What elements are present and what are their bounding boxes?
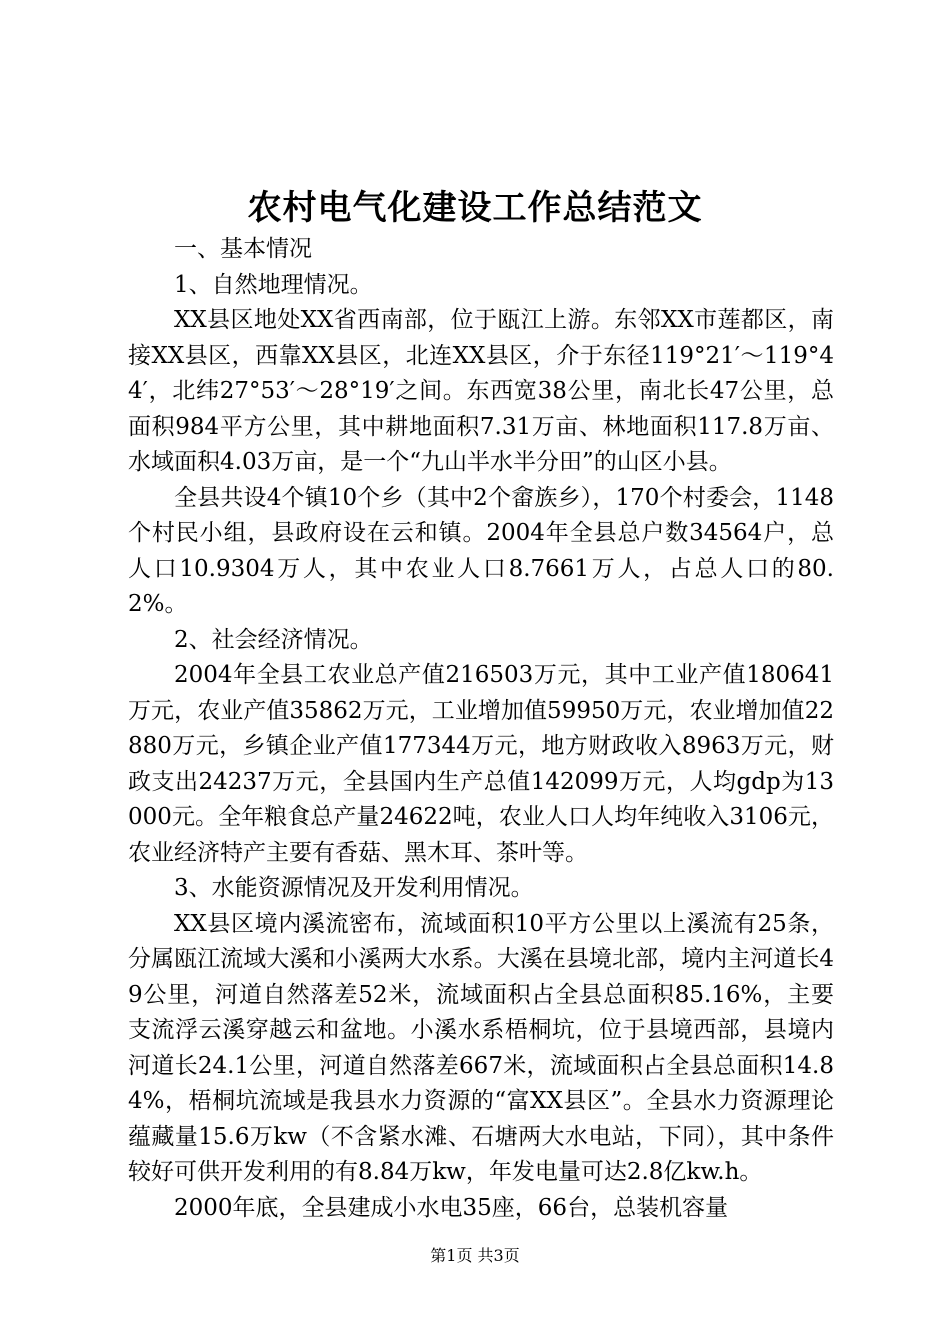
subsection-heading-geography: 1、自然地理情况。 — [174, 271, 373, 298]
paragraph-hydropower: XX县区境内溪流密布，流域面积10平方公里以上溪流有25条，分属瓯江流域大溪和小溪两大水系。大溪在县境北部，境内主河道长49公里，河道自然落差52米，流域面积占全县总面积85.16%，主要支流浮云溪穿越云和盆地。小溪水系梧桐坑，位于县境西部，县境内河道长24.1公里，河道自然落差667米，流域面积占全县总面积14.84%，梧桐坑流域是我县水力资源的“富XX县区”。全县水力资源理论蕴藏量15.6万kw（不含紧水滩、石塘两大水电站，下同），其中条件较好可供开发利用的有8.84万kw，年发电量可达2.8亿kw.h。 — [128, 910, 834, 1185]
paragraph-small-hydro: 2000年底，全县建成小水电35座，66台，总装机容量 — [174, 1194, 729, 1221]
document-body — [128, 232, 834, 1226]
paragraph-geography: XX县区地处XX省西南部，位于瓯江上游。东邻XX市莲都区，南接XX县区，西靠XX县区，北连XX县区，介于东径119°21′～119°44′，北纬27°53′～28°19′之间。东西宽38公里，南北长47公里，总面积984平方公里，其中耕地面积7.31万亩、林地面积117.8万亩、水域面积4.03万亩，是一个“九山半水半分田”的山区小县。 — [128, 307, 834, 475]
paragraph-economy: 2004年全县工农业总产值216503万元，其中工业产值180641万元，农业产值35862万元，工业增加值59950万元，农业增加值22880万元，乡镇企业产值177344万元，地方财政收入8963万元，财政支出24237万元，全县国内生产总值142099万元，人均gdp为13000元。全年粮食总产量24622吨，农业人口人均年纯收入3106元，农业经济特产主要有香菇、黑木耳、茶叶等。 — [128, 662, 834, 866]
subsection-heading-economy: 2、社会经济情况。 — [174, 626, 373, 653]
subsection-heading-hydropower: 3、水能资源情况及开发利用情况。 — [174, 875, 534, 901]
document-title: 农村电气化建设工作总结范文 — [247, 188, 703, 228]
paragraph-administration: 全县共设4个镇10个乡（其中2个畲族乡），170个村委会，1148个村民小组，县政府设在云和镇。2004年全县总户数34564户，总人口10.9304万人，其中农业人口8.7661万人，占总人口的80.2%。 — [128, 484, 834, 617]
section-heading-basic: 一、基本情况 — [174, 236, 312, 262]
page-footer: 第1页 共3页 — [430, 1246, 520, 1265]
